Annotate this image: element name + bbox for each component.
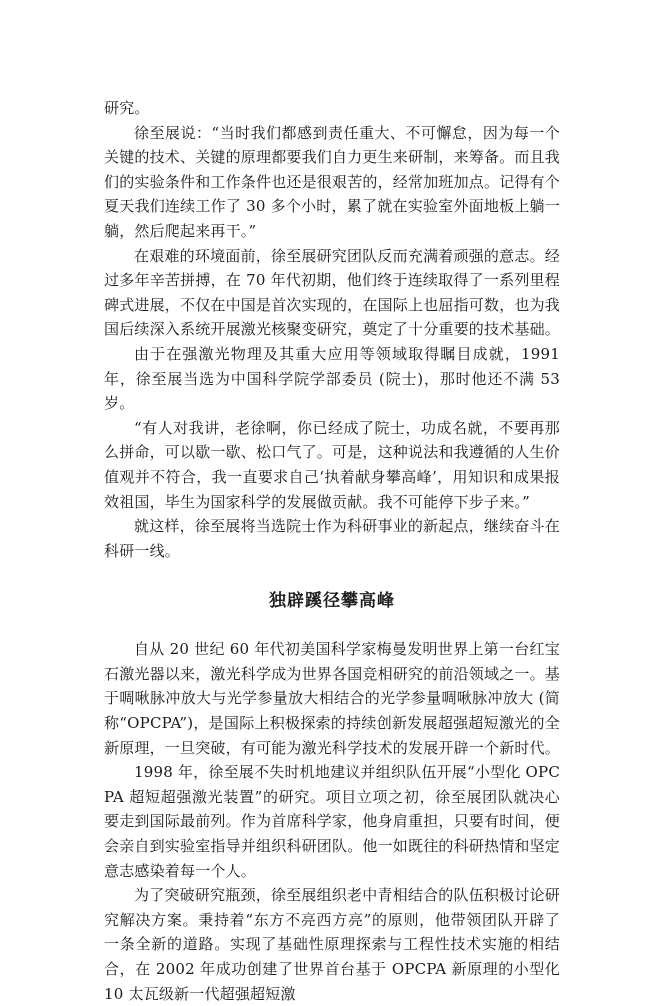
paragraph-opcpa-intro: 自从 20 世纪 60 年代初美国科学家梅曼发明世界上第一台红宝石激光器以来，激光科学成为世界各国竞相研究的前沿领域之一。基于啁啾脉冲放大与光学参量放大相结合的光学参量啁啾脉冲放大 (简称“OPCPA”)，是国际上积极探索的持续创新发展超强超短激光的全新原理，一旦突破，有可能为激光科学技术的发展开辟一个新时代。	[104, 640, 561, 757]
paragraph-new-start: 就这样，徐至展将当选院士作为科研事业的新起点，继续奋斗在科研一线。	[104, 517, 560, 560]
paragraph-continuation: 研究。	[104, 99, 150, 117]
paragraph-hardship: 在艰难的环境面前，徐至展研究团队反而充满着顽强的意志。经过多年辛苦拼搏，在 70 年代初期，他们终于连续取得了一系列里程碑式进展，不仅在中国是首次实现的，在国际上也屈指可数，也为我国后续深入系统开展激光核聚变研究，奠定了十分重要的技术基础。	[104, 246, 561, 339]
paragraph-breakthrough: 为了突破研究瓶颈，徐至展组织老中青相结合的队伍积极讨论研究解决方案。秉持着“东方不亮西方亮”的原则，他带领团队开辟了一条全新的道路。实现了基础性原理探索与工程性技术实施的相结合，在 2002 年成功创建了世界首台基于 OPCPA 新原理的小型化 10 太瓦级新一代超强超短激	[104, 886, 560, 1003]
paragraph-1998-project: 1998 年，徐至展不失时机地建议并组织队伍开展“小型化 OPCPA 超短超强激光装置”的研究。项目立项之初，徐至展团队就决心要走到国际最前列。作为首席科学家，他身肩重担，只要有时间，便会亲自到实验室指导并组织科研团队。他一如既往的科研热情和坚定意志感染着每一个人。	[104, 763, 561, 880]
section-heading: 独辟蹊径攀高峰	[269, 591, 395, 612]
book-page	[104, 96, 560, 1006]
paragraph-quote-values: “有人对我讲，老徐啊，你已经成了院士，功成名就，不要再那么拼命，可以歇一歇、松口气了。可是，这种说法和我遵循的人生价值观并不符合，我一直要求自己‘执着献身攀高峰’，用知识和成果报效祖国，毕生为国家科学的发展做贡献。我不可能停下步子来。”	[104, 418, 561, 511]
paragraph-quote-xu: 徐至展说：“当时我们都感到责任重大、不可懈怠，因为每一个关键的技术、关键的原理都要我们自力更生来研制，来筹备。而且我们的实验条件和工作条件也还是很艰苦的，经常加班加点。记得有个夏天我们连续工作了 30 多个小时，累了就在实验室外面地板上躺一躺，然后爬起来再干。”	[104, 123, 561, 240]
paragraph-academician: 由于在强激光物理及其重大应用等领域取得瞩目成就，1991 年，徐至展当选为中国科学院学部委员 (院士)，那时他还不满 53 岁。	[104, 344, 560, 413]
